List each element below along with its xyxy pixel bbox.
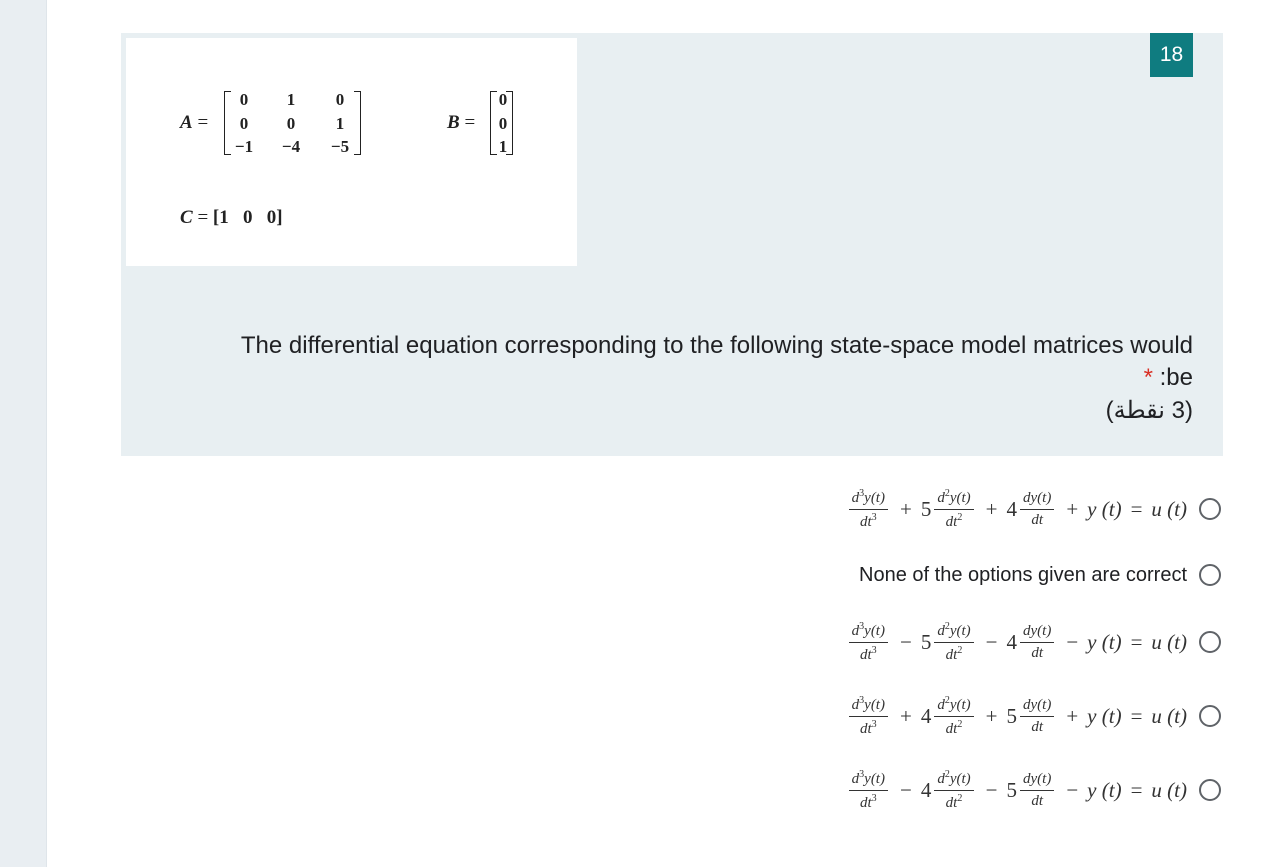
option-5-radio[interactable] <box>1199 779 1221 801</box>
option-3-equation: $\frac{d^3y(t)}{dt^3}$ − 5 $\frac{d^2y(t)}{dt^2}$ − 4 $\frac{dy(t)}{dt}$ − y (t) = u (t) <box>846 621 1187 664</box>
matrix-a-cell: 0 <box>335 90 345 109</box>
option-2-radio[interactable] <box>1199 564 1221 586</box>
option-1-radio[interactable] <box>1199 498 1221 520</box>
matrix-a-cell: 1 <box>286 90 296 109</box>
option-2-label: None of the options given are correct <box>859 563 1187 586</box>
question-title: The differential equation corresponding to the following state-space model matrices would * :be <box>240 332 1193 391</box>
option-2[interactable] <box>859 555 1221 595</box>
question-number-badge: 18 <box>1150 33 1193 77</box>
matrix-a-cell: 1 <box>335 114 345 133</box>
matrix-a-cell: −5 <box>330 137 350 156</box>
matrix-a-label: A = <box>180 112 209 133</box>
matrices-image <box>126 38 577 266</box>
option-1[interactable] <box>846 489 1221 529</box>
option-4[interactable] <box>846 696 1221 736</box>
option-3-radio[interactable] <box>1199 631 1221 653</box>
matrix-b-cell: 0 <box>498 90 508 109</box>
option-5[interactable] <box>846 770 1221 810</box>
matrix-a-cell: 0 <box>239 90 249 109</box>
option-4-equation: $\frac{d^3y(t)}{dt^3}$ + 4 $\frac{d^2y(t)}{dt^2}$ + 5 $\frac{dy(t)}{dt}$ + y (t) = u (t) <box>846 695 1187 738</box>
question-points: (3 نقطة) <box>1105 397 1193 424</box>
option-1-equation: $\frac{d^3y(t)}{dt^3}$ + 5 $\frac{d^2y(t)}{dt^2}$ + 4 $\frac{dy(t)}{dt}$ + y (t) = u (t) <box>846 488 1187 531</box>
matrix-a-cell: −4 <box>281 137 301 156</box>
matrix-a-cell: 0 <box>286 114 296 133</box>
matrix-a-cell: 0 <box>239 114 249 133</box>
left-margin-strip <box>0 0 47 867</box>
option-3[interactable] <box>846 622 1221 662</box>
matrix-c-label: C = [1 0 0] <box>180 207 283 228</box>
option-5-equation: $\frac{d^3y(t)}{dt^3}$ − 4 $\frac{d^2y(t)}{dt^2}$ − 5 $\frac{dy(t)}{dt}$ − y (t) = u (t) <box>846 769 1187 812</box>
option-4-radio[interactable] <box>1199 705 1221 727</box>
matrix-c-values: [1 0 0] <box>212 207 283 228</box>
matrix-b-cell: 0 <box>498 114 508 133</box>
matrix-a-cell: −1 <box>234 137 254 156</box>
matrix-b-label: B = <box>447 112 476 133</box>
matrix-b-cell: 1 <box>498 137 508 156</box>
required-asterisk: * <box>1143 364 1153 391</box>
